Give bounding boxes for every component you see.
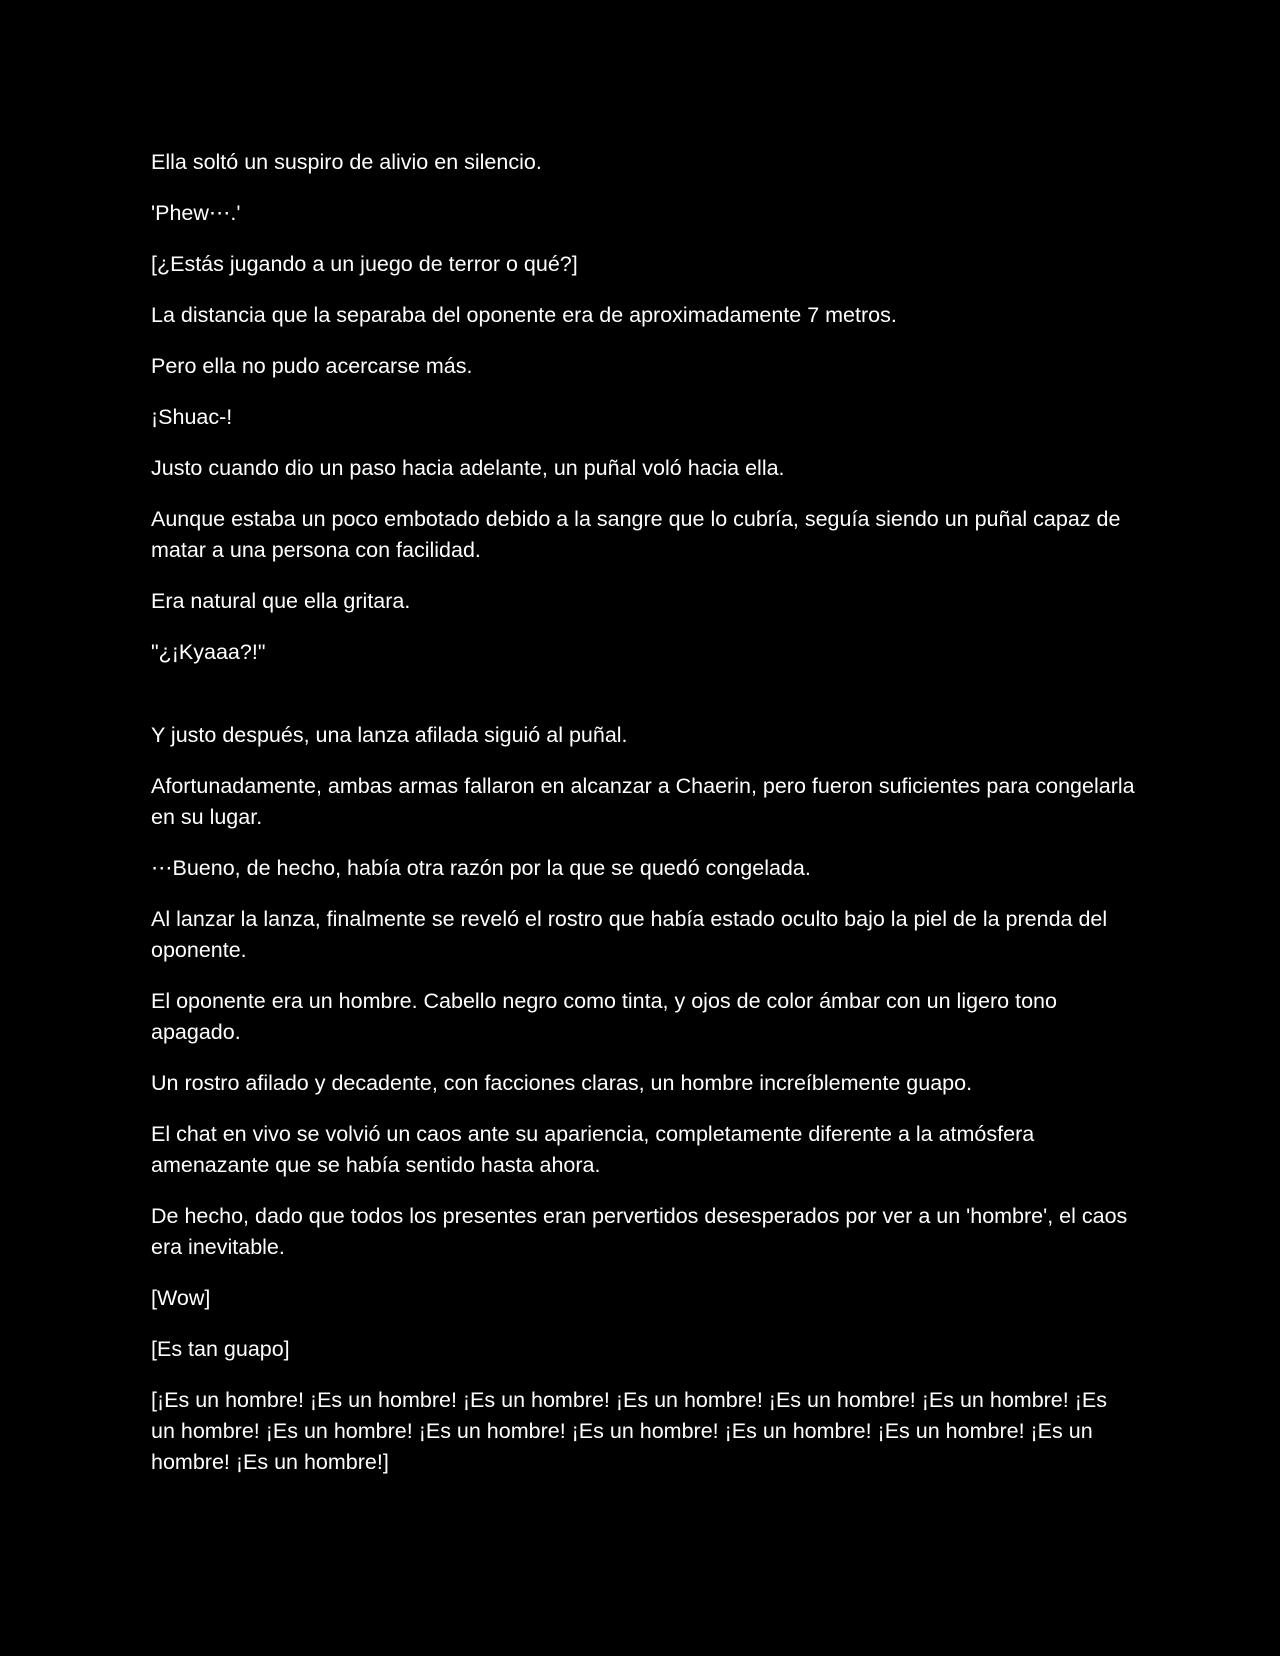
chat-message: [Wow] [151,1286,211,1310]
paragraph: Era natural que ella gritara. [151,589,411,613]
paragraph: Y justo después, una lanza afilada siguió al puñal. [151,723,628,747]
paragraph: El chat en vivo se volvió un caos ante su apariencia, completamente diferente a la atmósfera amenazante que se había sentido hasta ahora. [151,1122,1035,1177]
paragraph: Pero ella no pudo acercarse más. [151,354,473,378]
paragraph: De hecho, dado que todos los presentes eran pervertidos desesperados por ver a un 'hombre', el caos era inevitable. [151,1204,1128,1259]
chat-message: [¿Estás jugando a un juego de terror o qué?] [151,252,578,276]
paragraph: ⋯Bueno, de hecho, había otra razón por la que se quedó congelada. [151,856,811,880]
paragraph: Al lanzar la lanza, finalmente se reveló el rostro que había estado oculto bajo la piel de la prenda del oponente. [151,907,1108,962]
paragraph: Ella soltó un suspiro de alivio en silencio. [151,150,542,174]
text-body [151,147,1136,1498]
paragraph: Justo cuando dio un paso hacia adelante, un puñal voló hacia ella. [151,456,785,480]
paragraph: "¿¡Kyaaa?!" [151,640,266,664]
paragraph: El oponente era un hombre. Cabello negro como tinta, y ojos de color ámbar con un ligero tono apagado. [151,989,1057,1044]
paragraph: Aunque estaba un poco embotado debido a la sangre que lo cubría, seguía siendo un puñal capaz de matar a una persona con facilidad. [151,507,1121,562]
chat-message: [¡Es un hombre! ¡Es un hombre! ¡Es un hombre! ¡Es un hombre! ¡Es un hombre! ¡Es un hombre! ¡Es un hombre! ¡Es un hombre! ¡Es un hombre! ¡Es un hombre! ¡Es un hombre! ¡Es un hombre! ¡Es un hombre! ¡Es un hombre!] [151,1388,1107,1474]
paragraph: Afortunadamente, ambas armas fallaron en alcanzar a Chaerin, pero fueron suficientes para congelarla en su lugar. [151,774,1135,829]
chat-message: [Es tan guapo] [151,1337,290,1361]
paragraph: 'Phew⋯.' [151,201,241,225]
paragraph: Un rostro afilado y decadente, con facciones claras, un hombre increíblemente guapo. [151,1071,973,1095]
paragraph: La distancia que la separaba del oponente era de aproximadamente 7 metros. [151,303,897,327]
paragraph: ¡Shuac-! [151,405,233,429]
